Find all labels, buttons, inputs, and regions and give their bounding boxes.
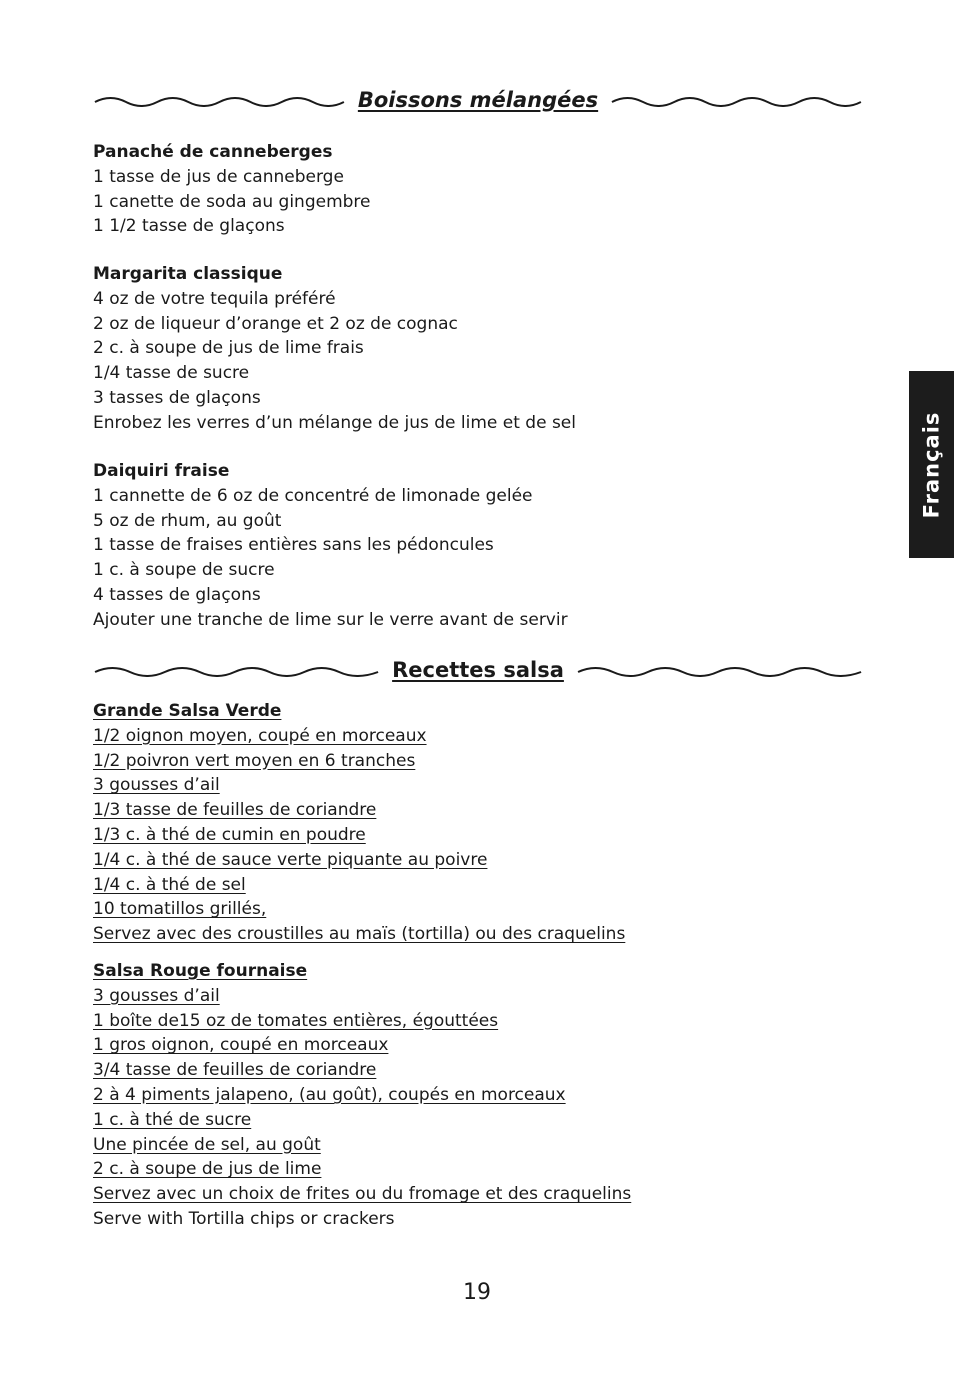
recipe-strawberry-daiquiri: [93, 459, 873, 633]
ingredient-line: 10 tomatillos grillés,: [93, 899, 267, 920]
ingredient-line: 2 à 4 piments jalapeno, (au goût), coupés en morceaux: [93, 1084, 566, 1105]
salsa-section-header: [93, 658, 863, 682]
wave-ornament-left: [93, 93, 346, 107]
recipe-salsa-rouge: [93, 959, 873, 1232]
ingredient-line: 1 canette de soda au gingembre: [93, 191, 371, 212]
ingredient-line: 4 tasses de glaçons: [93, 584, 261, 605]
ingredient-line: 3 gousses d’ail: [93, 985, 220, 1006]
instruction-line: Enrobez les verres d’un mélange de jus de lime et de sel: [93, 412, 576, 433]
ingredient-line: 2 c. à soupe de jus de lime: [93, 1159, 322, 1180]
drinks-section-title: Boissons mélangées: [357, 88, 599, 112]
serving-note: Serve with Tortilla chips or crackers: [93, 1208, 395, 1229]
recipe-title: Salsa Rouge fournaise: [93, 961, 308, 981]
ingredient-line: 4 oz de votre tequila préféré: [93, 288, 336, 309]
wave-ornament-right: [610, 93, 863, 107]
drinks-section-header: [93, 88, 863, 112]
ingredient-line: 1 c. à thé de sucre: [93, 1109, 252, 1130]
ingredient-line: 1/3 tasse de feuilles de coriandre: [93, 800, 377, 821]
ingredient-line: 5 oz de rhum, au goût: [93, 510, 282, 531]
instruction-line: Servez avec des croustilles au maïs (tortilla) ou des craquelins: [93, 924, 626, 945]
recipe-margarita: [93, 262, 873, 436]
ingredient-line: 2 c. à soupe de jus de lime frais: [93, 338, 364, 359]
ingredient-line: 1/3 c. à thé de cumin en poudre: [93, 824, 366, 845]
wave-ornament-right: [576, 663, 863, 677]
instruction-line: Servez avec un choix de frites ou du fromage et des craquelins: [93, 1184, 632, 1205]
ingredient-line: 1/4 tasse de sucre: [93, 363, 250, 384]
ingredient-line: 3 gousses d’ail: [93, 775, 220, 796]
ingredient-line: 1 1/2 tasse de glaçons: [93, 216, 285, 237]
recipe-title: Margarita classique: [93, 264, 283, 284]
ingredient-line: 3/4 tasse de feuilles de coriandre: [93, 1060, 377, 1081]
recipe-title: Panaché de canneberges: [93, 142, 333, 162]
salsa-section-title: Recettes salsa: [392, 658, 564, 682]
ingredient-line: 1 boîte de15 oz de tomates entières, égouttées: [93, 1010, 499, 1031]
instruction-line: Ajouter une tranche de lime sur le verre avant de servir: [93, 609, 568, 630]
ingredient-line: 1/4 c. à thé de sauce verte piquante au poivre: [93, 849, 488, 870]
recipe-cranberry-punch: [93, 140, 873, 239]
page-number: 19: [463, 1280, 491, 1305]
ingredient-line: 3 tasses de glaçons: [93, 387, 261, 408]
recipe-title: Daiquiri fraise: [93, 461, 230, 481]
recipe-salsa-verde: [93, 699, 873, 947]
wave-ornament-left: [93, 663, 380, 677]
ingredient-line: 1/2 oignon moyen, coupé en morceaux: [93, 725, 427, 746]
ingredient-line: 1 tasse de jus de canneberge: [93, 166, 344, 187]
ingredient-line: 1/4 c. à thé de sel: [93, 874, 246, 895]
ingredient-line: 2 oz de liqueur d’orange et 2 oz de cognac: [93, 313, 458, 334]
ingredient-line: 1 tasse de fraises entières sans les pédoncules: [93, 535, 494, 556]
recipe-title: Grande Salsa Verde: [93, 701, 282, 721]
ingredient-line: 1 c. à soupe de sucre: [93, 560, 275, 581]
language-tab-label: Français: [919, 411, 944, 518]
ingredient-line: 1 cannette de 6 oz de concentré de limonade gelée: [93, 485, 533, 506]
ingredient-line: Une pincée de sel, au goût: [93, 1134, 321, 1155]
ingredient-line: 1 gros oignon, coupé en morceaux: [93, 1035, 389, 1056]
language-tab: [909, 371, 954, 558]
ingredient-line: 1/2 poivron vert moyen en 6 tranches: [93, 750, 416, 771]
